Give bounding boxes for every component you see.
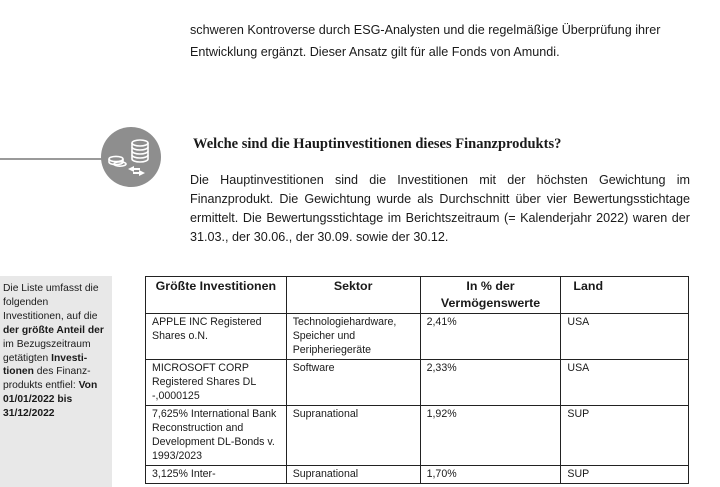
cell-country: SUP [561,466,689,484]
sidebar-text-3: des Finanz-produkts entfiel: [3,366,91,392]
col-header-sector: Sektor [286,277,420,314]
table-row [146,360,689,406]
section-heading: Welche sind die Hauptinvestitionen dieses Finanzprodukts? [193,136,562,152]
cell-sector: Technologiehardware, Speicher und Peripheriegeräte [286,314,420,360]
intro-paragraph [190,19,690,63]
table-row [146,406,689,466]
coins-icon-graphic [101,127,161,187]
sidebar-note-text [3,282,109,421]
intro-line-1: schweren Kontroverse durch ESG-Analysten und die regelmäßige Überprüfung ihrer [190,23,661,37]
investment-coins-icon [101,127,161,187]
cell-percent: 2,33% [420,360,561,406]
sidebar-text-1: Die Liste umfasst die folgenden Investitionen, auf die [3,283,99,322]
table-row [146,466,689,484]
section-divider-line [0,158,104,160]
col-header-country: Land [561,277,689,314]
cell-percent: 1,92% [420,406,561,466]
cell-investment: 3,125% Inter- [146,466,287,484]
table-row [146,314,689,360]
table-header-row [146,277,689,314]
sidebar-bold-1: der größte Anteil der [3,324,104,336]
sidebar-text-2: im Bezugszeitraum getätigten [3,338,91,364]
cell-percent: 1,70% [420,466,561,484]
cell-investment: APPLE INC Registered Shares o.N. [146,314,287,360]
cell-sector: Supranational [286,466,420,484]
cell-country: SUP [561,406,689,466]
body-paragraph: Die Hauptinvestitionen sind die Investitionen mit der höchsten Gewichtung im Finanzprodukt. Die Gewichtung wurde als Durchschnitt über vier Bewertungsstichtage ermittelt. Die Bewertungsstichtage im Berichtszeitraum (= Kalenderjahr 2022) waren der 31.03., der 30.06., der 30.09. sowie der 30.12. [190,173,690,244]
cell-investment: MICROSOFT CORP Registered Shares DL -,0000125 [146,360,287,406]
cell-country: USA [561,314,689,360]
col-header-investments: Größte Investitionen [146,277,287,314]
col-header-percent: In % der Vermögenswerte [420,277,561,314]
cell-sector: Software [286,360,420,406]
cell-percent: 2,41% [420,314,561,360]
sidebar-bold-3: Von 01/01/2022 bis 31/12/2022 [3,380,98,420]
sidebar-bold-2: Investi-tionen [3,352,88,378]
intro-line-2: Entwicklung ergänzt. Dieser Ansatz gilt für alle Fonds von Amundi. [190,45,560,59]
cell-sector: Supranational [286,406,420,466]
investments-table [145,276,689,484]
cell-investment: 7,625% International Bank Reconstruction and Development DL-Bonds v. 1993/2023 [146,406,287,466]
cell-country: USA [561,360,689,406]
